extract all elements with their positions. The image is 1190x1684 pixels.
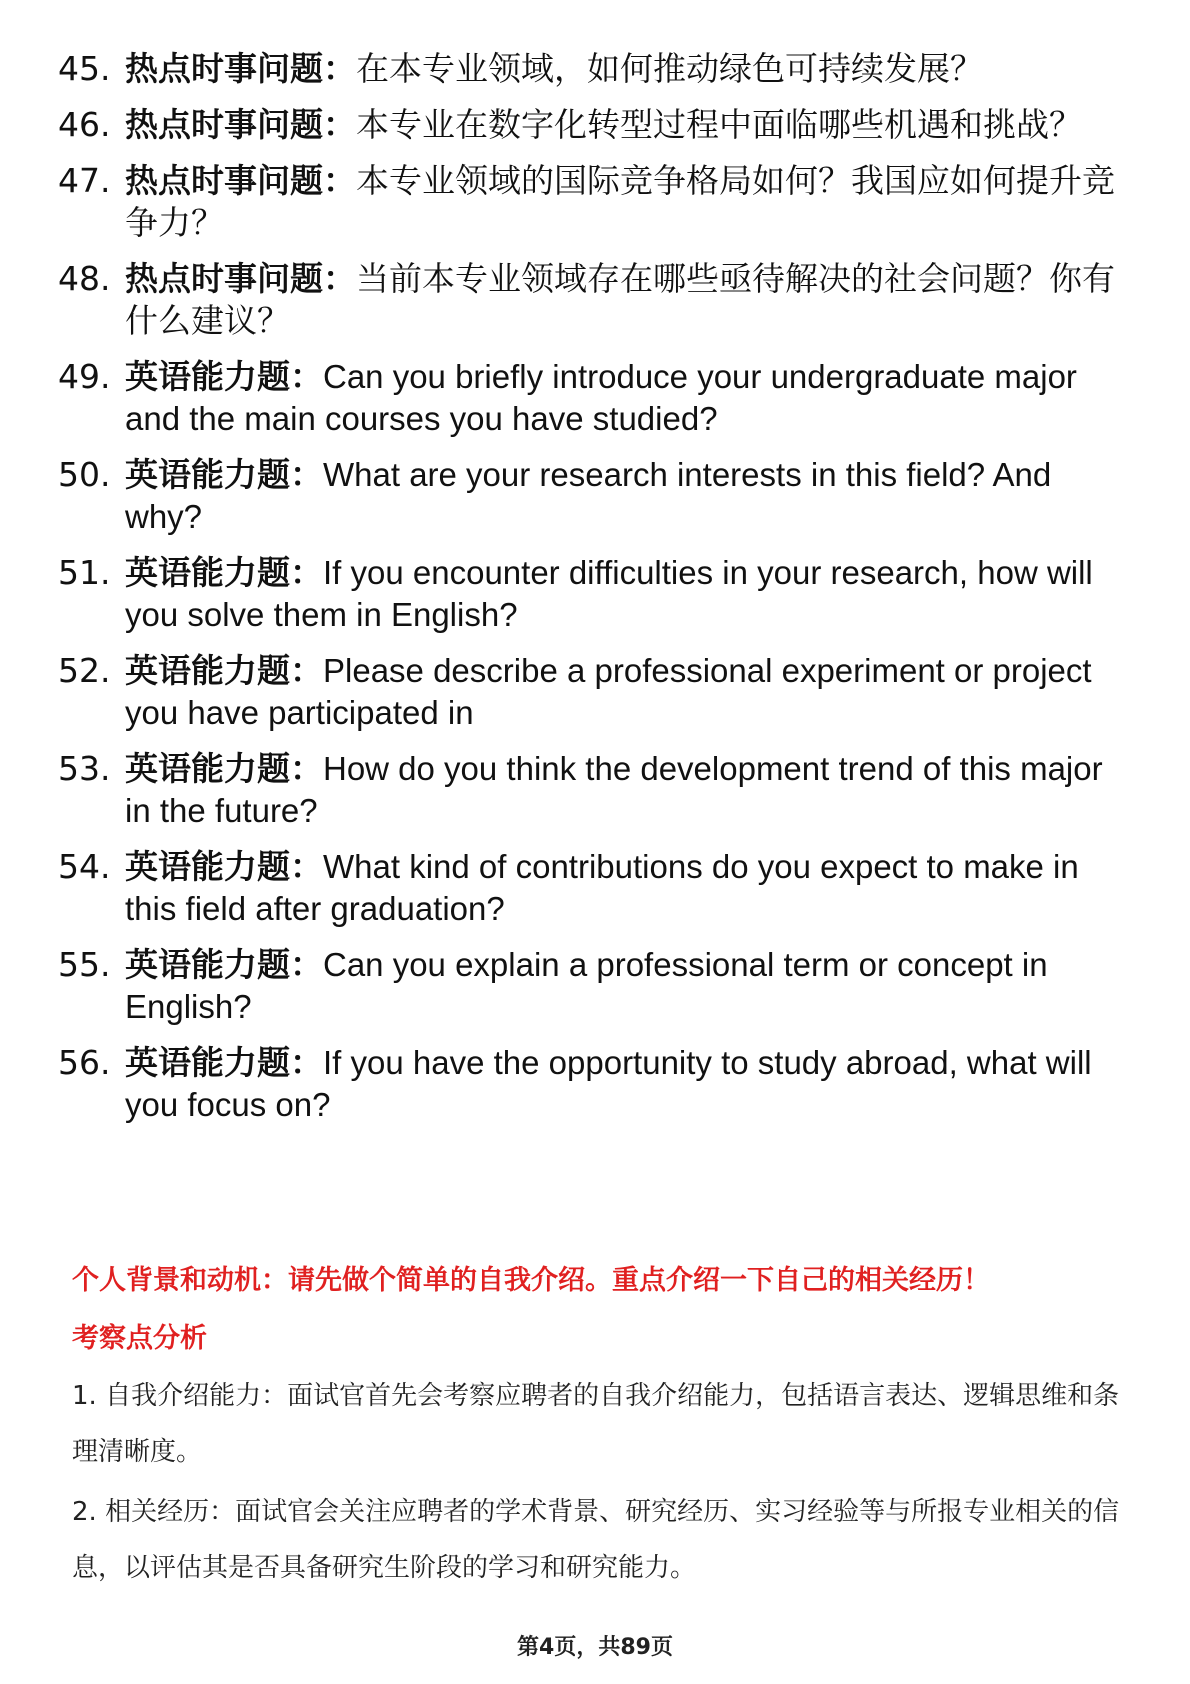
question-item [58, 552, 1118, 636]
question-text: What are your research interests in this field? And why? [125, 456, 1052, 535]
question-body [125, 1042, 1118, 1126]
question-text: Can you briefly introduce your undergraduate major and the main courses you have studied? [125, 358, 1077, 437]
question-number: 51. [58, 553, 111, 592]
question-text: If you encounter difficulties in your research, how will you solve them in English? [125, 554, 1093, 633]
question-item [58, 454, 1118, 538]
question-item [58, 846, 1118, 930]
question-category: 英语能力题： [125, 455, 323, 494]
question-category: 热点时事问题： [125, 105, 356, 144]
question-category: 英语能力题： [125, 1043, 323, 1082]
section-headline: 个人背景和动机：请先做个简单的自我介绍。重点介绍一下自己的相关经历！ [72, 1265, 990, 1296]
question-category: 热点时事问题： [125, 161, 356, 200]
page-footer: 第4页，共89页 [517, 1635, 673, 1660]
question-item [58, 1042, 1118, 1126]
question-item [58, 944, 1118, 1028]
analysis-section [72, 1262, 1122, 1600]
question-body [125, 552, 1118, 636]
question-number: 46. [58, 105, 111, 144]
question-body [125, 160, 1118, 244]
question-category: 英语能力题： [125, 553, 323, 592]
question-number: 49. [58, 357, 111, 396]
question-item [58, 104, 1118, 146]
question-category: 热点时事问题： [125, 49, 356, 88]
question-number: 56. [58, 1043, 111, 1082]
question-text: How do you think the development trend of this major in the future? [125, 750, 1103, 829]
question-body [125, 650, 1118, 734]
question-item [58, 748, 1118, 832]
question-text: 本专业在数字化转型过程中面临哪些机遇和挑战？ [356, 106, 1082, 143]
question-item [58, 650, 1118, 734]
question-category: 英语能力题： [125, 651, 323, 690]
question-number: 45. [58, 49, 111, 88]
question-body [125, 944, 1118, 1028]
question-body [125, 454, 1118, 538]
section-subheading: 考察点分析 [72, 1323, 207, 1354]
question-item [58, 48, 1118, 90]
question-text: If you have the opportunity to study abroad, what will you focus on? [125, 1044, 1092, 1123]
question-number: 47. [58, 161, 111, 200]
question-body [125, 846, 1118, 930]
analysis-paragraph: 1. 自我介绍能力：面试官首先会考察应聘者的自我介绍能力，包括语言表达、逻辑思维和条理清晰度。 [72, 1381, 1120, 1467]
question-item [58, 160, 1118, 244]
question-body [125, 258, 1118, 342]
question-text: 在本专业领域，如何推动绿色可持续发展？ [356, 50, 983, 87]
question-category: 英语能力题： [125, 945, 323, 984]
question-category: 热点时事问题： [125, 259, 356, 298]
question-text: What kind of contributions do you expect to make in this field after graduation? [125, 848, 1079, 927]
question-text: 本专业领域的国际竞争格局如何？我国应如何提升竞争力？ [125, 162, 1115, 241]
question-item [58, 258, 1118, 342]
question-category: 英语能力题： [125, 357, 323, 396]
question-text: 当前本专业领域存在哪些亟待解决的社会问题？你有什么建议？ [125, 260, 1115, 339]
question-number: 55. [58, 945, 111, 984]
question-text: Can you explain a professional term or concept in English? [125, 946, 1048, 1025]
analysis-paragraph: 2. 相关经历：面试官会关注应聘者的学术背景、研究经历、实习经验等与所报专业相关的信息，以评估其是否具备研究生阶段的学习和研究能力。 [72, 1497, 1120, 1583]
question-body [125, 48, 1118, 90]
question-body [125, 104, 1118, 146]
question-number: 53. [58, 749, 111, 788]
question-number: 48. [58, 259, 111, 298]
question-text: Please describe a professional experiment or project you have participated in [125, 652, 1092, 731]
question-list [58, 48, 1118, 1140]
question-category: 英语能力题： [125, 847, 323, 886]
question-number: 50. [58, 455, 111, 494]
question-number: 52. [58, 651, 111, 690]
question-body [125, 748, 1118, 832]
question-number: 54. [58, 847, 111, 886]
question-item [58, 356, 1118, 440]
question-category: 英语能力题： [125, 749, 323, 788]
question-body [125, 356, 1118, 440]
